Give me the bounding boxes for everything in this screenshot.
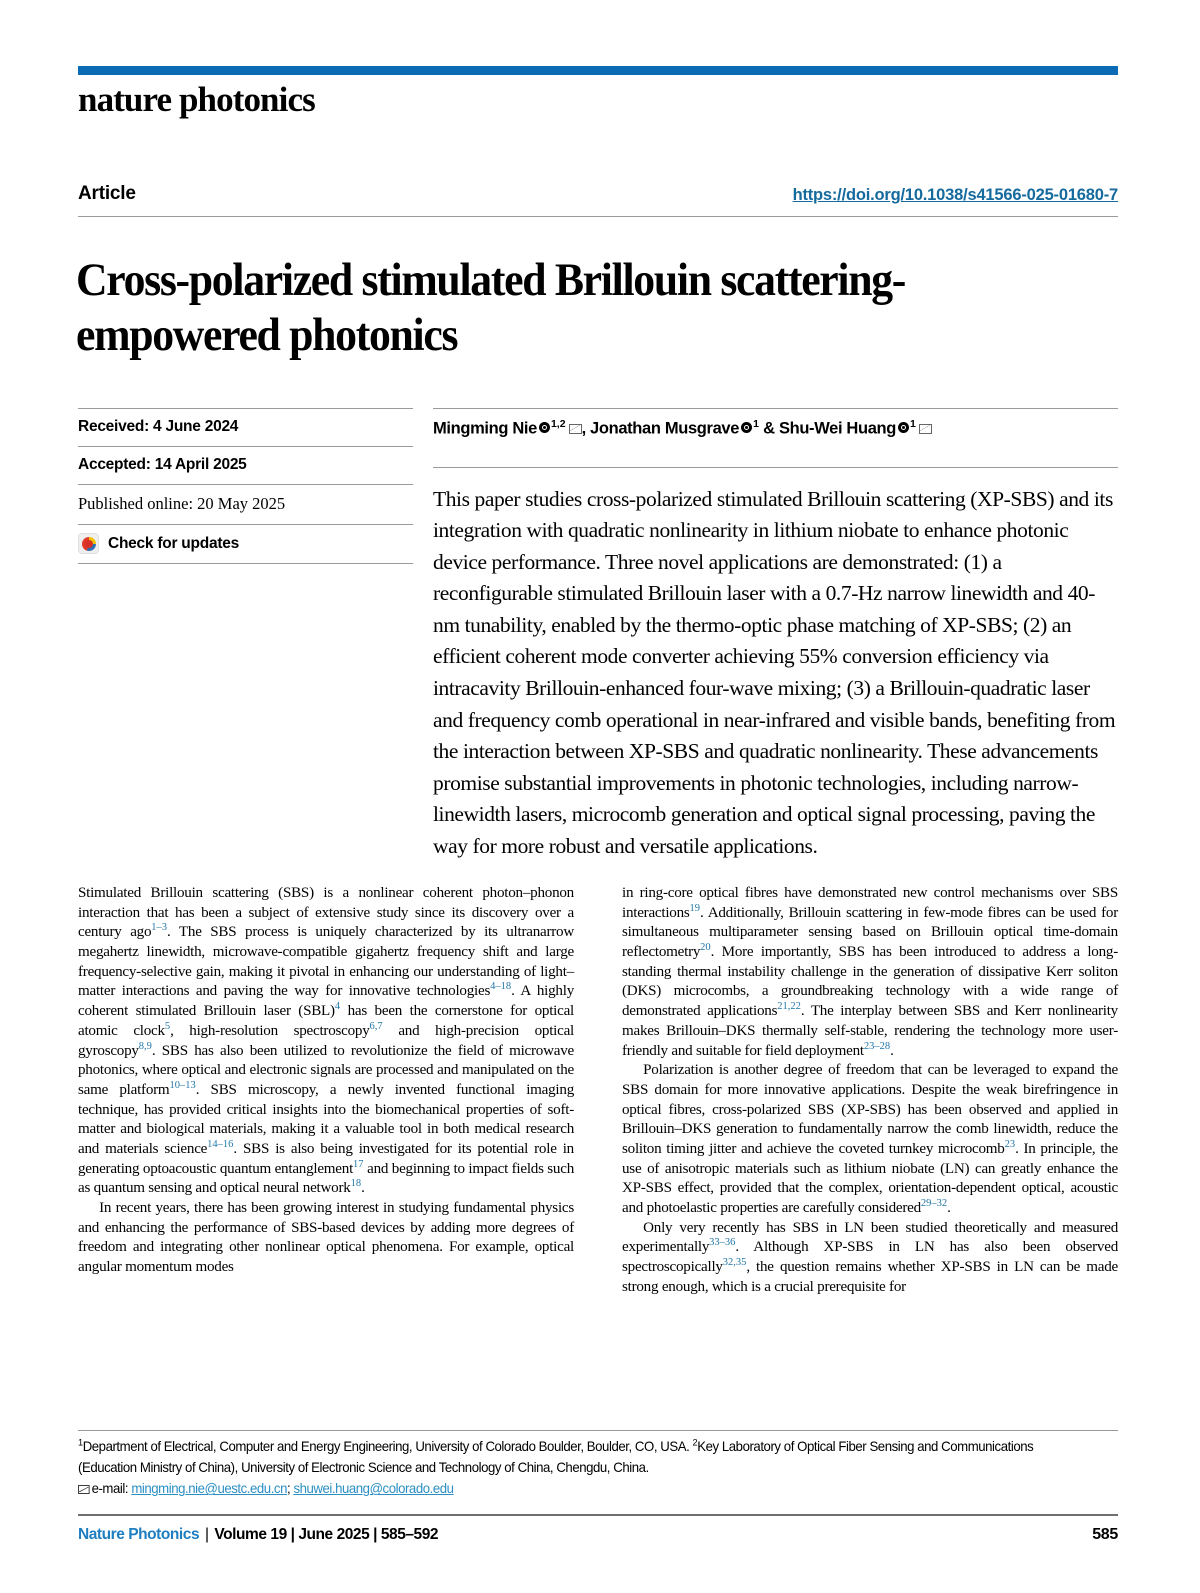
text-run: Only very recently has SBS in LN been studied theoretically and measured experimentally — [622, 1219, 1118, 1256]
affiliation-marker: 2 — [692, 1437, 698, 1449]
text-run: has been the cornerstone for optical atomic clock — [78, 1003, 574, 1039]
citation-ref[interactable]: 4–18 — [490, 981, 512, 993]
email-link-1[interactable]: mingming.nie@uestc.edu.cn — [131, 1481, 287, 1497]
text-run: . — [890, 1042, 894, 1059]
citation-ref[interactable]: 33–36 — [709, 1237, 736, 1249]
text-run: Stimulated Brillouin scattering (SBS) is a nonlinear coherent photon–phonon interaction that has been a subject of extensive study since its discovery over a century ago — [78, 885, 574, 941]
text-run: . SBS microscopy, a newly invented functional imaging technique, has provided critical insights into the biomechanical properties of soft-matter and biological materials, making it a valuable tool in both medical research and materials science — [78, 1081, 574, 1157]
article-header-row — [78, 183, 1118, 213]
author-list — [433, 409, 1118, 439]
affiliation-marker: 1 — [753, 418, 759, 430]
body-column-right — [622, 884, 1118, 1297]
abstract-text: This paper studies cross-polarized stimulated Brillouin scattering (XP-SBS) and its integration with quadratic nonlinearity in lithium niobate to enhance photonic device performance. Three novel applications are demonstrated: (1) a reconfigurable stimulated Brillouin laser with a 0.7-Hz narrow linewidth and 40-nm tunability, enabled by the thermo-optic phase matching of XP-SBS; (2) an efficient coherent mode converter achieving 55% conversion efficiency via intracavity Brillouin-enhanced four-wave mixing; (3) a Brillouin-quadratic laser and frequency comb operational in near-infrared and visible bands, benefiting from the interaction between XP-SBS and quadratic nonlinearity. These advancements promise substantial improvements in photonic technologies, including narrow-linewidth lasers, microcomb generation and optical signal processing, paving the way for more robust and versatile applications. — [433, 486, 1116, 859]
citation-ref[interactable]: 23 — [1004, 1138, 1016, 1150]
paragraph — [78, 884, 574, 1199]
header-divider — [78, 216, 1118, 217]
text-run: . The interplay between SBS and Kerr nonlinearity makes Brillouin–DKS thermally self-stable, rendering the technology more user-friendly and suitable for field deployment — [622, 1003, 1118, 1059]
citation-ref[interactable]: 4 — [334, 1001, 341, 1013]
orcid-icon[interactable] — [741, 422, 752, 433]
citation-ref[interactable]: 18 — [350, 1178, 362, 1190]
footer-journal-name[interactable]: Nature Photonics — [78, 1526, 200, 1543]
text-run: . In principle, the use of anisotropic materials such as lithium niobate (LN) can greatly enhance the XP-SBS effect, provided that the complex, orientation-dependent optical, acoustic and photoelastic properties are carefully considered — [622, 1140, 1118, 1216]
text-run: . The SBS process is uniquely characterized by its ultranarrow megahertz linewidth, microwave-compatible gigahertz frequency shift and large frequency-selective gain, making it pivotal in enhancing our understanding of light–matter interactions and paving the way for innovative technologies — [78, 924, 575, 1000]
citation-ref[interactable]: 1–3 — [151, 922, 168, 934]
citation-ref[interactable]: 10–13 — [169, 1079, 196, 1091]
footnote-divider — [78, 1430, 1118, 1431]
text-run: and beginning to impact fields such as quantum sensing and optical neural network — [78, 1160, 574, 1197]
divider — [78, 563, 413, 564]
footer-citation: Nature Photonics | Volume 19 | June 2025 | 585–592 — [78, 1526, 439, 1543]
paragraph — [78, 1199, 574, 1278]
text-run: . A highly coherent stimulated Brillouin laser (SBL) — [78, 983, 575, 1020]
text-run: in ring-core optical fibres have demonstrated new control mechanisms over SBS interactions — [622, 885, 1118, 921]
text-run: In recent years, there has been growing interest in studying fundamental physics and enhancing the performance of SBS-based devices by adding more degrees of freedom and integrating other nonlinear optical phenomena. For example, optical angular momentum modes — [78, 1200, 574, 1276]
citation-ref[interactable]: 20 — [700, 942, 711, 954]
citation-ref[interactable]: 32,35 — [722, 1257, 747, 1269]
journal-logo: nature photonics — [78, 80, 315, 119]
paragraph — [622, 1219, 1118, 1298]
citation-ref[interactable]: 21,22 — [777, 1001, 801, 1013]
page-footer — [78, 1526, 1118, 1552]
authors-and-abstract — [433, 408, 1118, 863]
author-name-3[interactable]: & Shu-Wei Huang — [758, 419, 896, 438]
doi-link[interactable]: https://doi.org/10.1038/s41566-025-01680-7 — [792, 186, 1118, 204]
email-label: e-mail: — [91, 1481, 132, 1497]
text-run: . — [361, 1180, 365, 1197]
check-for-updates-label: Check for updates — [108, 534, 239, 552]
email-icon[interactable] — [919, 424, 932, 434]
citation-ref[interactable]: 23–28 — [863, 1040, 891, 1052]
affiliation-marker: 1 — [78, 1437, 83, 1449]
page-title: Cross-polarized stimulated Brillouin scattering-empowered photonics — [76, 254, 906, 362]
text-run: . Although XP-SBS in LN has also been observed spectroscopically — [622, 1239, 1118, 1276]
citation-ref[interactable]: 19 — [689, 902, 701, 914]
citation-ref[interactable]: 14–16 — [207, 1138, 234, 1150]
citation-ref[interactable]: 5 — [164, 1020, 171, 1032]
text-run: , high-resolution spectroscopy — [170, 1022, 370, 1039]
text-run: and high-precision optical gyroscopy — [78, 1022, 574, 1059]
masthead-accent-rule — [78, 66, 1118, 75]
affiliation-marker: 1 — [910, 418, 916, 430]
publication-dates-panel — [78, 408, 413, 564]
footer-volume-pages: Volume 19 | June 2025 | 585–592 — [214, 1526, 439, 1543]
published-online-date: Published online: 20 May 2025 — [78, 494, 286, 513]
received-date: Received: 4 June 2024 — [78, 418, 239, 435]
citation-ref[interactable]: 6,7 — [369, 1020, 383, 1032]
envelope-icon — [78, 1485, 90, 1494]
orcid-icon[interactable] — [539, 422, 550, 433]
affiliation-1-text: Department of Electrical, Computer and Energy Engineering, University of Colorado Boulder, Boulder, CO, USA. — [82, 1439, 693, 1454]
text-run: . More importantly, SBS has been introduced to address a long-standing thermal instability challenge in the generation of dissipative Kerr soliton (DKS) microcombs, a groundbreaking technology with a wide range of demonstrated applications — [622, 944, 1118, 1020]
body-text-columns — [78, 884, 1118, 1297]
article-type-label: Article — [78, 183, 136, 204]
email-icon[interactable] — [569, 424, 582, 434]
text-run: . SBS has also been utilized to revolutionize the field of microwave photonics, where optical and electronic signals are processed and manipulated on the same platform — [78, 1042, 574, 1098]
citation-ref[interactable]: 17 — [353, 1158, 364, 1170]
text-run: . — [947, 1200, 951, 1216]
email-link-2[interactable]: shuwei.huang@colorado.edu — [293, 1481, 454, 1497]
orcid-icon[interactable] — [898, 422, 909, 433]
accepted-date: Accepted: 14 April 2025 — [78, 456, 247, 473]
page-number: 585 — [1092, 1526, 1118, 1543]
footer-divider — [78, 1514, 1118, 1516]
text-run: Polarization is another degree of freedom that can be leveraged to expand the SBS domain for more innovative applications. Despite the weak birefringence in optical fibres, cross-polarized SBS (XP-SBS) has been observed and applied in Brillouin–DKS generation to fundamentally narrow the comb linewidth, reduce the soliton timing jitter and achieve the coveted turnkey microcomb — [622, 1062, 1118, 1157]
affiliations-footnote — [78, 1437, 1093, 1500]
author-name-2[interactable]: , Jonathan Musgrave — [581, 419, 740, 438]
crossmark-icon — [78, 533, 99, 554]
body-column-left — [78, 884, 574, 1297]
paragraph — [622, 1061, 1118, 1219]
text-run: . Additionally, Brillouin scattering in few-mode fibres can be used for simultaneous multiparameter sensing based on Brillouin optical time-domain reflectometry — [622, 904, 1118, 961]
affiliation-marker: 1,2 — [550, 418, 566, 430]
text-run: , the question remains whether XP-SBS in LN can be made strong enough, which is a crucial prerequisite for — [622, 1259, 1118, 1295]
corresponding-email-line — [78, 1479, 1093, 1500]
text-run: . SBS is also being investigated for its potential role in generating optoacoustic quantum entanglement — [78, 1140, 574, 1177]
paragraph — [622, 884, 1118, 1061]
affiliation-2-text: Key Laboratory of Optical Fiber Sensing and Communications (Education Ministry of China), University of Electronic Science and Technology of China, Chengdu, China. — [78, 1439, 1034, 1475]
email-separator: ; — [286, 1481, 294, 1497]
check-for-updates-button[interactable] — [78, 525, 413, 563]
citation-ref[interactable]: 29–32 — [920, 1197, 948, 1209]
author-name-1[interactable]: Mingming Nie — [433, 419, 537, 438]
citation-ref[interactable]: 8,9 — [138, 1040, 152, 1052]
